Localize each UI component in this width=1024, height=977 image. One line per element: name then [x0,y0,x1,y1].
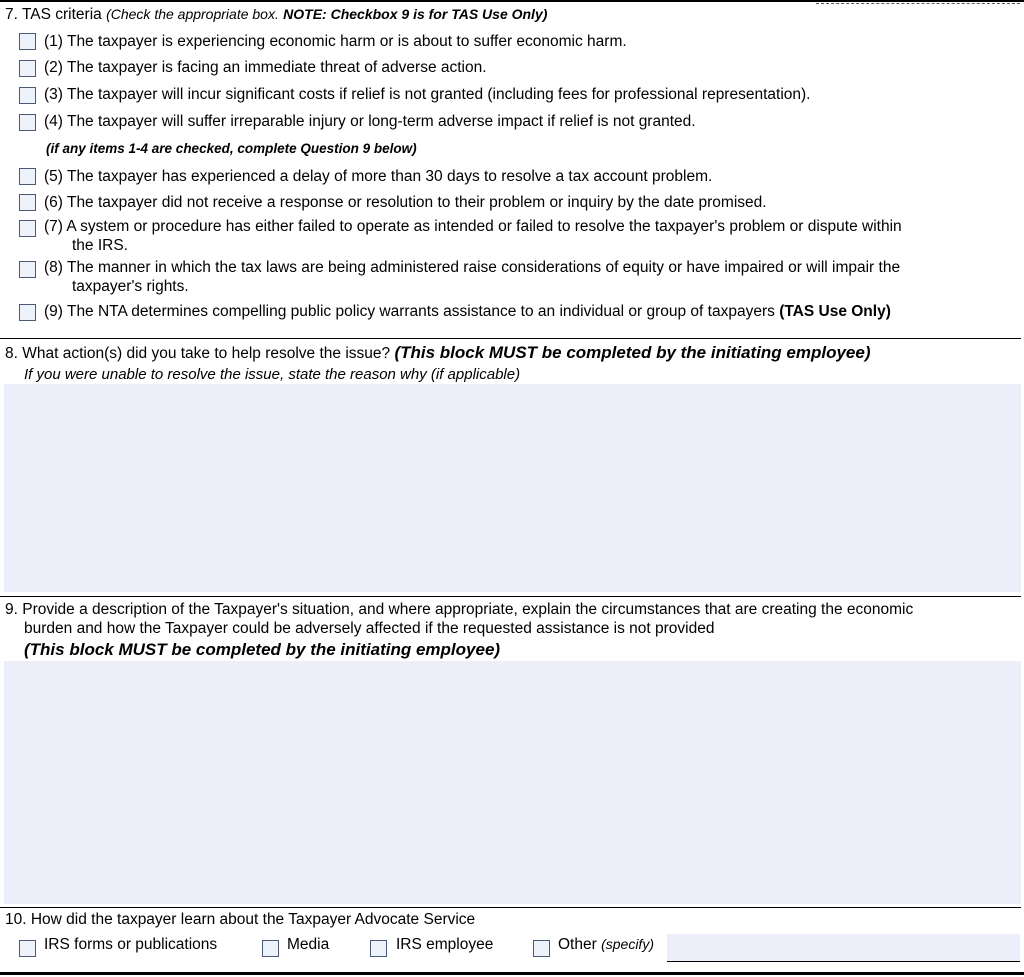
section-7-note: NOTE: Checkbox 9 is for TAS Use Only) [283,6,548,22]
source-irs-forms-checkbox[interactable] [19,940,36,957]
bottom-border [0,972,1024,975]
source-media-label: Media [287,936,330,953]
top-border [0,0,1024,2]
criterion-7-checkbox[interactable] [19,220,36,237]
source-irs-forms-label: IRS forms or publications [44,936,218,953]
section-8-answer-field[interactable] [4,384,1021,592]
section-10-divider [0,907,1021,908]
criterion-9-checkbox[interactable] [19,304,36,321]
section-9-question-line-2: burden and how the Taxpayer could be adversely affected if the requested assistance is not provided [24,620,715,637]
criterion-4-checkbox[interactable] [19,114,36,131]
source-irs-employee-checkbox[interactable] [370,940,387,957]
section-9-answer-field[interactable] [4,661,1021,904]
criterion-5-checkbox[interactable] [19,168,36,185]
criterion-7-text: (7) A system or procedure has either failed to operate as intended or failed to resolve the taxpayer's problem or dispute within [44,218,902,235]
source-other-checkbox[interactable] [533,940,550,957]
source-other-text: Other [558,936,597,953]
criterion-8-checkbox[interactable] [19,261,36,278]
section-7-heading [5,6,547,24]
criterion-2-checkbox[interactable] [19,60,36,77]
source-other-label [558,936,654,954]
section-8-required-note: (This block MUST be completed by the initiating employee) [394,343,871,362]
section-8-subtext: If you were unable to resolve the issue, state the reason why (if applicable) [24,366,521,383]
section-9-required-note: (This block MUST be completed by the initiating employee) [24,640,501,659]
section-7-label: 7. TAS criteria [5,6,102,23]
section-10-question: 10. How did the taxpayer learn about the Taxpayer Advocate Service [5,911,476,928]
criterion-1-checkbox[interactable] [19,33,36,50]
source-other-specify: (specify) [601,936,654,952]
section-8-question [5,342,871,364]
criterion-4-label: (4) The taxpayer will suffer irreparable injury or long-term adverse impact if relief is not granted. [44,113,696,130]
section-8-question-text: 8. What action(s) did you take to help resolve the issue? [5,345,391,362]
criterion-9-label [44,302,891,321]
criterion-7-label [44,217,989,255]
section-9-question-line-1: 9. Provide a description of the Taxpayer's situation, and where appropriate, explain the circumstances that are creating the economic [5,601,914,618]
source-media-checkbox[interactable] [262,940,279,957]
criterion-8-text: (8) The manner in which the tax laws are being administered raise considerations of equity or have impaired or will impair the [44,259,901,276]
criterion-7-continuation: the IRS. [72,237,128,254]
criterion-5-label: (5) The taxpayer has experienced a delay of more than 30 days to resolve a tax account problem. [44,168,713,185]
section-7-instruction: (Check the appropriate box. [106,6,279,22]
top-dashed-rule [816,3,1020,4]
criterion-6-label: (6) The taxpayer did not receive a response or resolution to their problem or inquiry by the date promised. [44,194,767,211]
criterion-3-checkbox[interactable] [19,87,36,104]
criterion-2-label: (2) The taxpayer is facing an immediate threat of adverse action. [44,59,487,76]
criterion-6-checkbox[interactable] [19,194,36,211]
section-8-divider [0,338,1021,339]
criterion-8-label [44,258,989,296]
other-specify-input[interactable] [667,934,1020,962]
criterion-1-label: (1) The taxpayer is experiencing economic harm or is about to suffer economic harm. [44,33,627,50]
criterion-9-tas-use-only: (TAS Use Only) [779,303,891,320]
criterion-3-label: (3) The taxpayer will incur significant costs if relief is not granted (including fees for professional representation). [44,86,811,103]
criterion-8-continuation: taxpayer's rights. [72,278,189,295]
section-9-divider [0,596,1021,597]
criterion-9-text: (9) The NTA determines compelling public policy warrants assistance to an individual or group of taxpayers [44,303,775,320]
criteria-subnote: (if any items 1-4 are checked, complete Question 9 below) [46,141,417,156]
source-irs-employee-label: IRS employee [396,936,494,953]
